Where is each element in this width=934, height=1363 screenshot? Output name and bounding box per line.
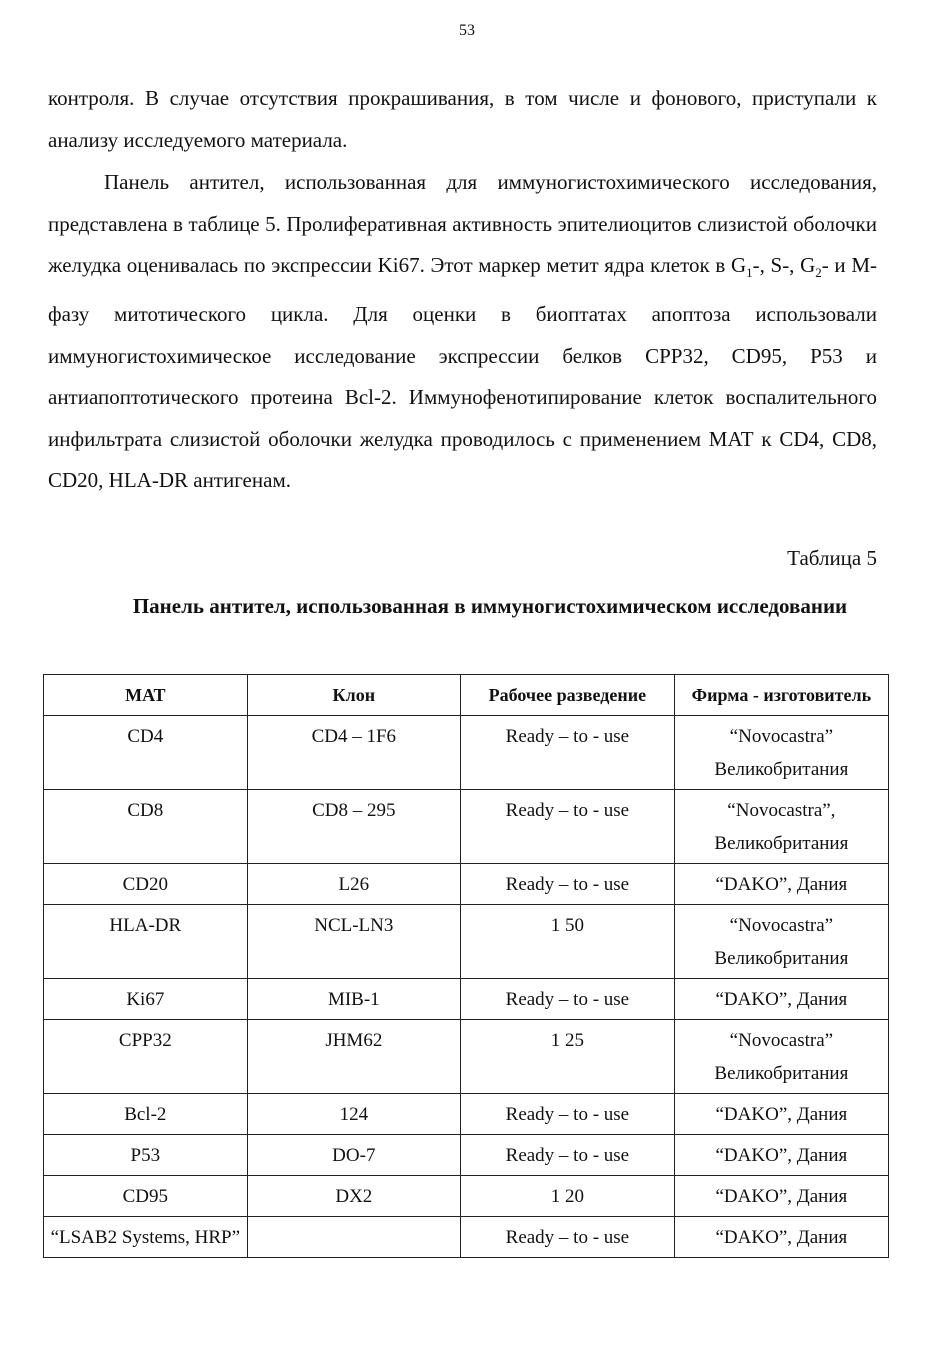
page-number: 53 (459, 22, 475, 39)
cell-dilution: Ready – to - use (461, 716, 675, 790)
paragraph-1: контроля. В случае отсутствия прокрашивания, в том числе и фонового, приступали к анализу исследуемого материала. (48, 86, 877, 152)
cell-manufacturer: “Novocastra”, Великобритания (674, 790, 888, 864)
cell-dilution: Ready – to - use (461, 864, 675, 905)
table-row (44, 1135, 889, 1176)
table-row (44, 864, 889, 905)
cell-manufacturer: “Novocastra” Великобритания (674, 1020, 888, 1094)
cell-dilution: 1 50 (461, 905, 675, 979)
cell-clone: L26 (247, 864, 460, 905)
cell-clone: DO-7 (247, 1135, 460, 1176)
paragraph-2-part-1: Панель антител, использованная для иммуногистохимического исследования, представлена в таблице 5. Пролиферативная активность эпителиоцитов слизистой оболочки желудка оценивалась по экспрессии Ki67. Этот маркер метит ядра клеток в G (48, 170, 877, 278)
table-title: Панель антител, использованная в иммуногистохимическом исследовании (132, 594, 848, 618)
header-clone: Клон (247, 675, 460, 716)
cell-clone (247, 1217, 460, 1258)
cell-clone: JHM62 (247, 1020, 460, 1094)
cell-dilution: Ready – to - use (461, 979, 675, 1020)
header-dilution: Рабочее разведение (461, 675, 675, 716)
cell-mat: CPP32 (44, 1020, 248, 1094)
cell-dilution: Ready – to - use (461, 1094, 675, 1135)
table-caption: Таблица 5 (787, 546, 877, 570)
table-row (44, 1020, 889, 1094)
cell-mat: CD8 (44, 790, 248, 864)
cell-clone: CD8 – 295 (247, 790, 460, 864)
cell-mat: Ki67 (44, 979, 248, 1020)
table-row (44, 1217, 889, 1258)
cell-mat: Bcl-2 (44, 1094, 248, 1135)
table-row (44, 790, 889, 864)
table-row (44, 1094, 889, 1135)
cell-mat: P53 (44, 1135, 248, 1176)
cell-manufacturer: “DAKO”, Дания (674, 1135, 888, 1176)
cell-clone: MIB-1 (247, 979, 460, 1020)
table-row (44, 905, 889, 979)
cell-mat: HLA-DR (44, 905, 248, 979)
table-row (44, 979, 889, 1020)
cell-clone: 124 (247, 1094, 460, 1135)
cell-mat: CD20 (44, 864, 248, 905)
antibody-table (43, 674, 889, 1258)
cell-dilution: 1 25 (461, 1020, 675, 1094)
table-row (44, 716, 889, 790)
paragraph-2-part-3: - и М-фазу митотического цикла. Для оценки в биоптатах апоптоза использовали иммуногистохимическое исследование экспрессии белков CPP32, CD95, P53 и антиапоптотического протеина Bcl-2. Иммунофенотипирование клеток воспалительного инфильтрата слизистой оболочки желудка проводилось с применением МАТ к CD4, CD8, CD20, HLA-DR антигенам. (48, 253, 877, 493)
table-header-row (44, 675, 889, 716)
paragraph-2-part-2: -, S-, G (752, 253, 816, 278)
cell-dilution: Ready – to - use (461, 790, 675, 864)
cell-mat: CD4 (44, 716, 248, 790)
paragraph-2 (48, 162, 877, 502)
table-row (44, 1176, 889, 1217)
subscript-2: 2 (815, 265, 822, 281)
cell-dilution: 1 20 (461, 1176, 675, 1217)
cell-mat: CD95 (44, 1176, 248, 1217)
cell-manufacturer: “DAKO”, Дания (674, 1217, 888, 1258)
cell-manufacturer: “DAKO”, Дания (674, 1094, 888, 1135)
cell-clone: DX2 (247, 1176, 460, 1217)
header-manufacturer: Фирма - изготовитель (674, 675, 888, 716)
header-mat: МАТ (44, 675, 248, 716)
cell-manufacturer: “Novocastra” Великобритания (674, 905, 888, 979)
subscript-1: 1 (746, 265, 753, 281)
cell-clone: CD4 – 1F6 (247, 716, 460, 790)
cell-mat: “LSAB2 Systems, HRP” (44, 1217, 248, 1258)
cell-clone: NCL-LN3 (247, 905, 460, 979)
cell-manufacturer: “DAKO”, Дания (674, 864, 888, 905)
cell-dilution: Ready – to - use (461, 1217, 675, 1258)
cell-dilution: Ready – to - use (461, 1135, 675, 1176)
cell-manufacturer: “DAKO”, Дания (674, 979, 888, 1020)
cell-manufacturer: “DAKO”, Дания (674, 1176, 888, 1217)
cell-manufacturer: “Novocastra” Великобритания (674, 716, 888, 790)
